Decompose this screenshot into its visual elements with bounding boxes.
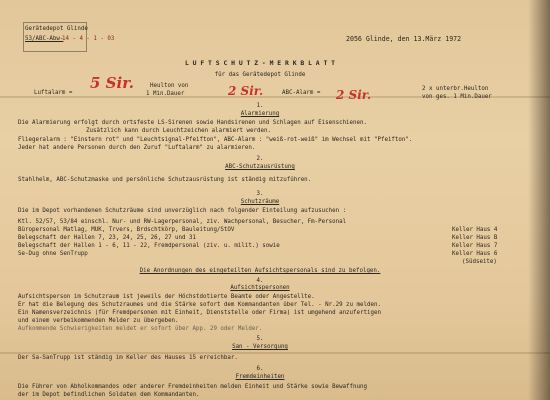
body-line: Fliegeralarm : "Einstern rot" und "Leuchtsignal-Pfeifton", ABC-Alarm : "weiß-rot-weiß" im Wechsel mit "Pfeifton".	[18, 137, 413, 143]
depot-unit: 53/ABC-Abw-	[25, 36, 64, 42]
section-title-schutzraeume: Schutzräume	[240, 199, 280, 205]
body-line: der im Depot befindlichen Soldaten dem Kommandanten.	[18, 392, 200, 398]
section-title-san: San - Versorgung	[232, 344, 288, 350]
body-line: Ktl. 52/57, 53/84 einschl. Nur- und RW-Lagerpersonal, ziv. Wachpersonal, Besucher, Fm-Personal	[18, 219, 347, 225]
abc-alarm-desc: 2 x unterbr.Heulton	[422, 86, 489, 92]
keller-assignment: Keller Haus 7	[452, 243, 498, 249]
document-subtitle: für das Gerätedepot Glinde	[214, 72, 306, 78]
body-line: Büropersonal Matlag, MUK, Trvers, Brdschtkörp, Bauleitung/StOV	[18, 227, 235, 233]
section-number: 6.	[256, 366, 264, 372]
section-number: 2.	[256, 156, 264, 162]
keller-assignment: (Südseite)	[462, 259, 497, 265]
body-line: Die im Depot vorhandenen Schutzräume sind unverzüglich nach folgender Einteilung aufzusuchen :	[18, 208, 347, 214]
section-number: 3.	[256, 191, 264, 197]
depot-name: Gerätedepot Glinde	[25, 26, 88, 32]
body-line: Er hat die Belegung des Schutzraumes und die Stärke sofort dem Kommandanten über Tel. - Nr.29 zu melden.	[18, 302, 381, 308]
body-line: Jeder hat andere Personen durch den Zuruf "Luftalarm" zu alarmieren.	[18, 145, 256, 151]
body-line: Die Alarmierung erfolgt durch ortsfeste LS-Sirenen sowie Handsirenen und Schlagen auf Eisenschienen.	[18, 120, 368, 126]
body-line: Die Führer von Abholkommandos oder anderer Fremdeinheiten melden Einheit und Stärke sowie Bewaffnung	[18, 384, 368, 390]
section-title-aufsicht: Aufsichtspersonen	[230, 285, 290, 291]
reference-number: 14 - 4 - 1 - 03	[62, 36, 115, 42]
body-line: Aufkommende Schwierigkeiten meldet er sofort über App. 29 oder Melder.	[18, 326, 263, 332]
keller-assignment: Keller Haus 6	[452, 251, 498, 257]
body-line: Aufsichtsperson im Schutzraum ist jeweils der Höchstdotierte Beamte oder Angestellte.	[18, 294, 315, 300]
section-title-abc: ABC-Schutzausrüstung	[225, 164, 295, 170]
luftalarm-label: Luftalarm =	[34, 90, 73, 96]
abc-alarm-label: ABC-Alarm =	[282, 90, 321, 96]
keller-assignment: Keller Haus 4	[452, 227, 498, 233]
keller-assignment: Keller Haus B	[452, 235, 498, 241]
fold-line	[0, 352, 550, 354]
handwritten-mark: 2 Sir.	[228, 84, 264, 98]
section-number: 5.	[256, 336, 264, 342]
section-note: Die Anordnungen des eingeteilten Aufsichtspersonals sind zu befolgen.	[139, 268, 381, 274]
luftalarm-desc: Heulton von	[150, 83, 189, 89]
body-line: Belegschaft der Hallen 7, 23, 24, 25, 26, 27 und 31	[18, 235, 196, 241]
section-number: 1.	[256, 103, 264, 109]
body-line: Der Sa-SanTrupp ist ständig im Keller des Hauses 15 erreichbar.	[18, 355, 238, 361]
body-line: Belegschaft der Hallen 1 - 6, 11 - 22, Fremdpersonal (ziv. u. milit.) sowie	[18, 243, 280, 249]
body-line: und einem verbeikommenden Melder zu übergeben.	[18, 318, 179, 324]
document-title: L U F T S C H U T Z - M E R K B L A T T	[184, 59, 336, 67]
body-line: Stahlhelm, ABC-Schutzmaske und persönliche Schutzausrüstung ist ständig mitzuführen.	[18, 177, 312, 183]
place-date: 2056 Glinde, den 13.März 1972	[346, 35, 462, 43]
body-line: Zusätzlich kann durch Leuchtzeichen alarmiert werden.	[86, 128, 271, 134]
body-line: Se-Dug ohne SenTrupp	[18, 251, 88, 257]
section-title-alarmierung: Alarmierung	[240, 111, 280, 117]
page-edge-shadow	[528, 0, 550, 400]
section-number: 4.	[256, 278, 264, 284]
abc-alarm-duration: von ges. 1 Min.Dauer	[422, 94, 492, 100]
section-title-fremd: Fremdeinheiten	[235, 374, 285, 380]
handwritten-mark: 5 Sir.	[90, 74, 134, 92]
handwritten-mark: 2 Sir.	[336, 88, 372, 102]
luftalarm-duration: 1 Min.Dauer	[146, 91, 185, 97]
body-line: Ein Namensverzeichnis (für Fremdpersonen mit Einheit, Dienststelle oder Firma) ist umgehend anzufertigen	[18, 310, 381, 316]
